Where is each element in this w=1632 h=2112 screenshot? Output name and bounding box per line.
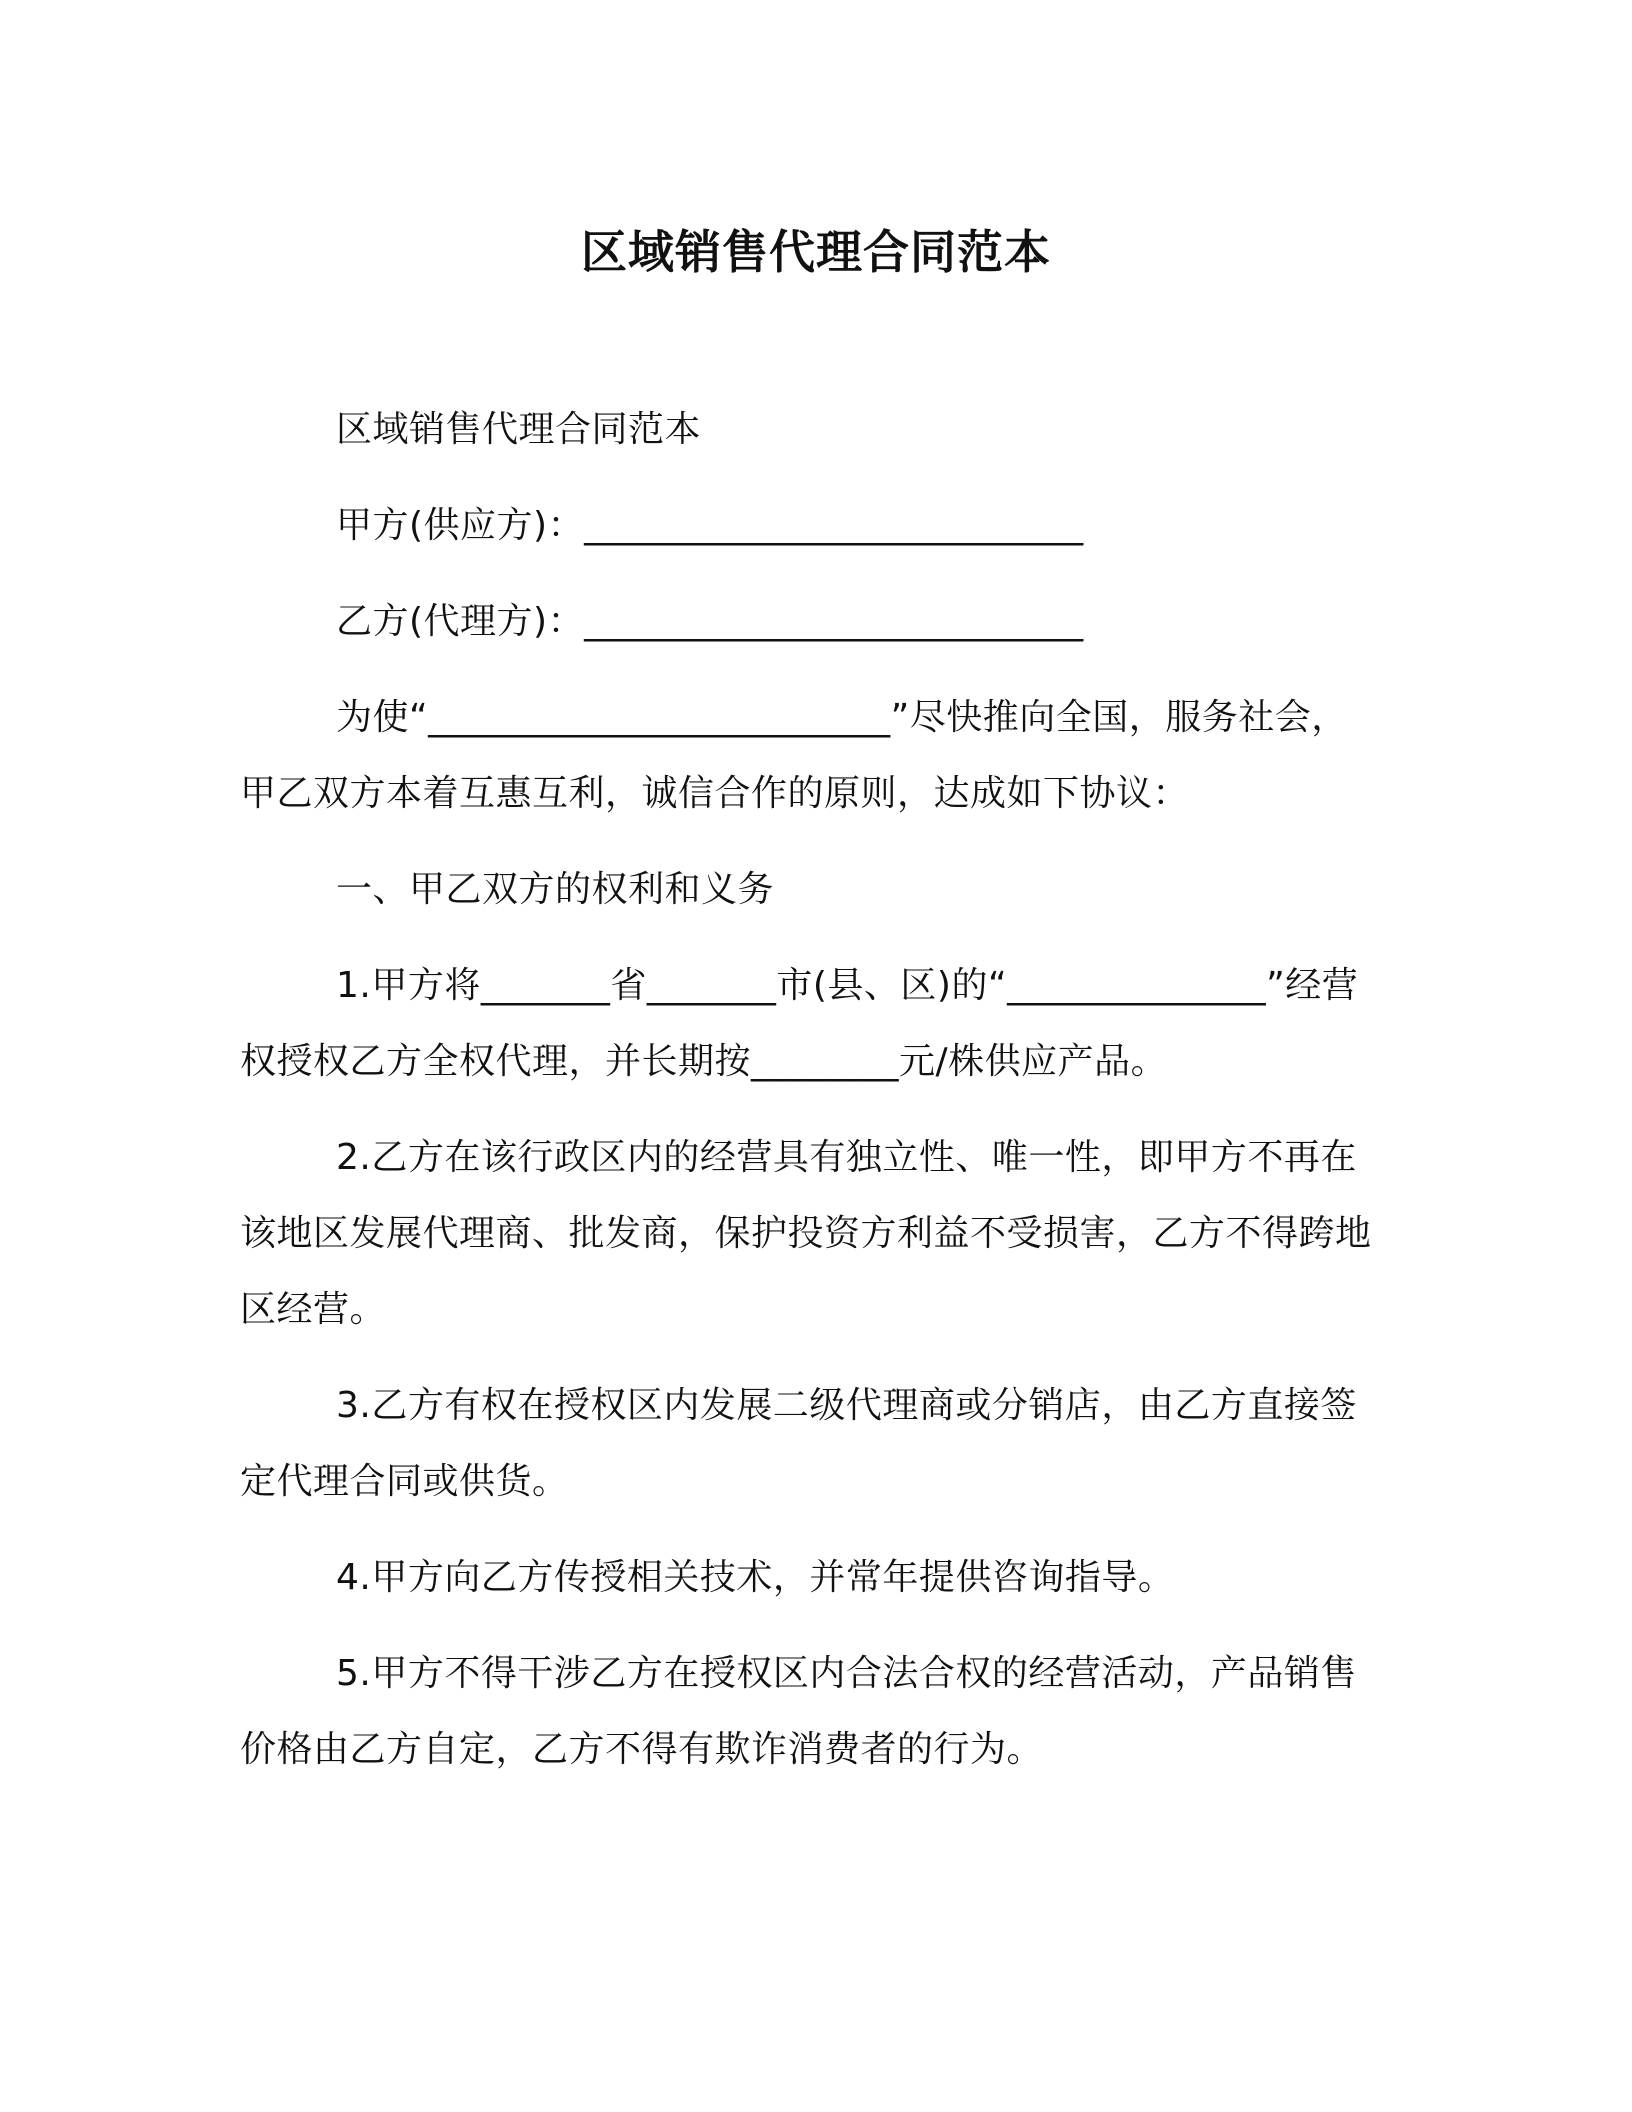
paragraph-clause-4: 4.甲方向乙方传授相关技术，并常年提供咨询指导。 [336, 1557, 1175, 1598]
paragraph-clause-5: 5.甲方不得干涉乙方在授权区内合法合权的经营活动，产品销售价格由乙方自定，乙方不得有欺诈消费者的行为。 [240, 1653, 1357, 1770]
paragraph-party-a: 甲方(供应方)：___________________________ [336, 505, 1084, 546]
document-body [240, 392, 1375, 1808]
paragraph-subtitle: 区域销售代理合同范本 [336, 409, 702, 450]
paragraph-party-b: 乙方(代理方)：___________________________ [336, 601, 1084, 642]
document-title: 区域销售代理合同范本 [581, 225, 1051, 279]
paragraph-preamble: 为使“_________________________”尽快推向全国，服务社会，甲乙双方本着互惠互利，诚信合作的原则，达成如下协议： [240, 697, 1348, 814]
paragraph-section-heading: 一、甲乙双方的权利和义务 [336, 869, 775, 910]
paragraph-clause-2: 2.乙方在该行政区内的经营具有独立性、唯一性，即甲方不再在该地区发展代理商、批发商，保护投资方利益不受损害，乙方不得跨地区经营。 [240, 1137, 1372, 1330]
paragraph-clause-1: 1.甲方将_______省_______市(县、区)的“______________”经营权授权乙方全权代理，并长期按________元/株供应产品。 [240, 965, 1359, 1082]
paragraph-clause-3: 3.乙方有权在授权区内发展二级代理商或分销店，由乙方直接签定代理合同或供货。 [240, 1385, 1357, 1502]
